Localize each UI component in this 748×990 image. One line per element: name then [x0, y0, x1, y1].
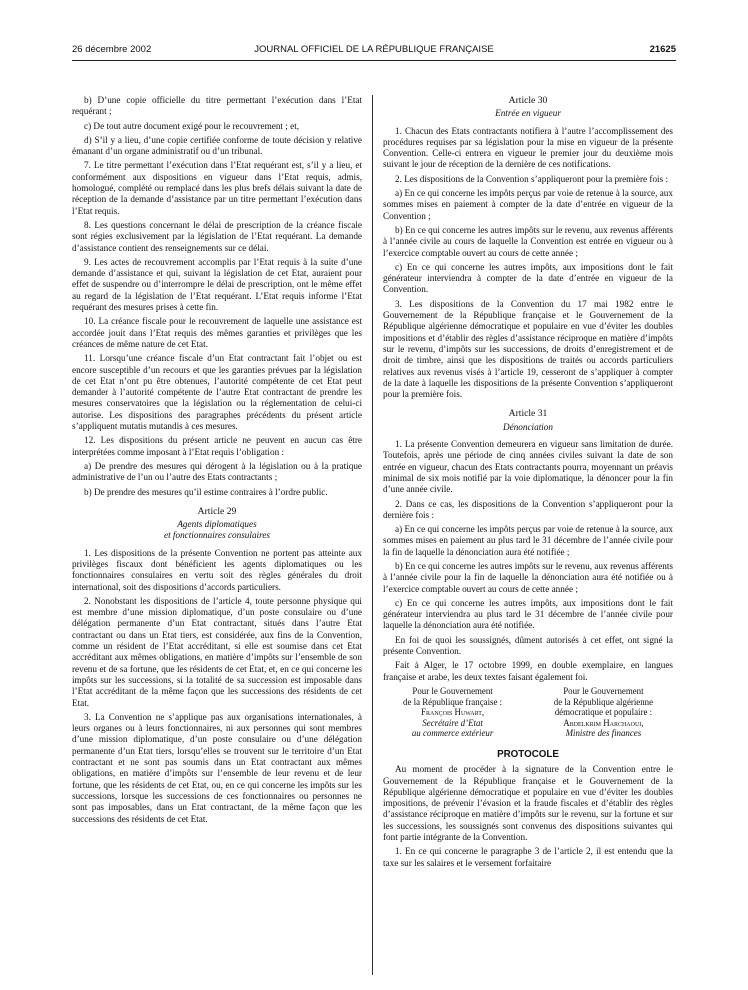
article-30-title: Article 30: [508, 95, 548, 106]
article-29-title: Article 29: [197, 505, 237, 517]
right-column: [383, 95, 673, 872]
paragraph: b) En ce qui concerne les autres impôts sur le revenu, aux revenus afférents à l’année civile au cours de laquelle la Convention est entrée en vigueur ou à l’exercice comptable ouvert au cours de cette année ;: [383, 224, 673, 258]
paragraph: Fait à Alger, le 17 octobre 1999, en double exemplaire, en langues française et arabe, les deux textes faisant également foi.: [383, 660, 673, 682]
signature-algeria: [534, 686, 673, 739]
paragraph: b) De prendre des mesures qu’il estime contraires à l’ordre public.: [84, 486, 328, 497]
signature-line: Pour le Gouvernement: [563, 685, 644, 696]
paragraph: 11. Lorsqu’une créance fiscale d’un Etat contractant fait l’objet ou est encore susceptible d’un recours et que les garanties prévues par la législation de cet Etat n’ont pu être obtenues, l’autorité compétente de cet Etat peut demander à l’autorité compétente de l’autre Etat contractant de prendre les mesures conservatoires que la législation ou la réglementation de celui-ci autorise. Les dispositions des paragraphes précédents du présent article s’appliquent mutatis mutandis à ces mesures.: [72, 353, 362, 432]
signature-line: de la République française :: [403, 696, 503, 707]
signature-line: Pour le Gouvernement: [412, 685, 493, 696]
article-31-title: Article 31: [508, 408, 548, 420]
signatory-role: Secrétaire d’Etat: [422, 717, 483, 728]
article-31-subtitle: Dénonciation: [502, 421, 553, 432]
paragraph: a) De prendre des mesures qui dérogent à la législation ou à la pratique administrative de l’un ou l’autre des Etats contractants ;: [72, 460, 362, 483]
paragraph: 9. Les actes de recouvrement accomplis par l’Etat requis à la suite d’une demande d’assistance et qui, suivant la législation de cet Etat, auraient pour effet de suspendre ou d’interrompre le délai de prescription, ont le même effet au regard de la législation de l’Etat requérant. L’Etat requis informe l’Etat requérant des mesures prises à cette fin.: [72, 256, 362, 313]
left-column: [72, 95, 362, 828]
paragraph: 2. Dans ce cas, les dispositions de la Convention s’appliqueront pour la dernière fois :: [383, 498, 673, 520]
header-rule: [72, 60, 676, 61]
signatory-role: au commerce extérieur: [411, 728, 494, 739]
signature-line: de la République algérienne: [553, 696, 654, 707]
header-title: JOURNAL OFFICIEL DE LA RÉPUBLIQUE FRANÇAISE: [254, 44, 494, 55]
paragraph: a) En ce qui concerne les impôts perçus par voie de retenue à la source, aux sommes mises en paiement au plus tard le 31 décembre de l’année civile pour la fin de laquelle la dénonciation aura été notifiée ;: [383, 524, 673, 557]
paragraph: 3. Les dispositions de la Convention du 17 mai 1982 entre le Gouvernement de la République française et le Gouvernement de la République algérienne démocratique et populaire en vue d’éviter les doubles impositions et d’établir des règles d’assistance réciproque en matière d’impôts sur le revenu, d’impôts sur les successions, de droits d’enregistrement et de droit de timbre, ainsi que les dispositions de traités ou accords particuliers relatives aux revenus visés à l’article 19, cesseront de s’appliquer à compter de la date à laquelle les dispositions de la présente Convention s’appliqueront pour la première fois.: [383, 298, 673, 400]
paragraph: b) D’une copie officielle du titre permettant l’exécution dans l’Etat requérant ;: [72, 95, 362, 117]
signatory-name: Abdelkrim Harchaoui,: [563, 717, 644, 728]
paragraph: 8. Les questions concernant le délai de prescription de la créance fiscale sont régies exclusivement par la législation de l’Etat requérant. La demande d’assistance contient des renseignements sur ce délai.: [72, 219, 362, 253]
paragraph: a) En ce qui concerne les impôts perçus par voie de retenue à la source, aux sommes mises en paiement à compter de la date d’entrée en vigueur de la Convention ;: [383, 188, 673, 221]
signatory-name: François Huwart,: [421, 707, 485, 718]
paragraph: En foi de quoi les soussignés, dûment autorisés à cet effet, ont signé la présente Convention.: [383, 634, 673, 657]
article-29-subtitle: [72, 519, 362, 542]
signature-france: [383, 686, 522, 739]
paragraph: 2. Les dispositions de la Convention s’appliqueront pour la première fois :: [395, 173, 669, 184]
article-29-subtitle-line1: Agents diplomatiques: [177, 519, 257, 530]
signature-line: démocratique et populaire :: [554, 707, 653, 718]
paragraph: Au moment de procéder à la signature de la Convention entre le Gouvernement de la République française et le Gouvernement de la République algérienne démocratique et populaire en vue d’éviter les doubles impositions, de prévenir l’évasion et la fraude fiscales et d’établir des règles d’assistance réciproque en matière d’impôts sur le revenu, sur la fortune et sur les successions, les soussignés sont convenus des dispositions suivantes qui font partie intégrante de la Convention.: [383, 764, 673, 842]
paragraph: 1. En ce qui concerne le paragraphe 3 de l’article 2, il est entendu que la taxe sur les salaires et le versement forfaitaire: [383, 846, 673, 868]
paragraph: b) En ce qui concerne les autres impôts sur le revenu, aux revenus afférents à l’année civile pour la fin de laquelle la dénonciation aura été notifiée ou à l’exercice comptable ouvert au cours de cette année ;: [383, 560, 673, 594]
header-page-number: 21625: [649, 44, 676, 55]
paragraph: c) De tout autre document exigé pour le recouvrement ; et,: [84, 120, 300, 131]
paragraph: 12. Les dispositions du présent article ne peuvent en aucun cas être interprétées comme imposant à l’Etat requis l’obligation :: [72, 435, 362, 457]
article-30-subtitle: Entrée en vigueur: [495, 108, 561, 119]
header-date: 26 décembre 2002: [72, 44, 152, 55]
paragraph: 2. Nonobstant les dispositions de l’article 4, toute personne physique qui est membre d’une mission diplomatique, d’un poste consulaire ou d’une délégation permanente d’un Etat contractant, situés dans l’autre Etat contractant ou dans un Etat tiers, est considérée, aux fins de la Convention, comme un résident de l’Etat accréditant, si elle est soumise dans cet Etat accréditant aux mêmes obligations, en matière d’impôts sur l’ensemble de son revenu et de sa fortune, que les résidents de cet Etat, et, en ce qui concerne les impôts sur les successions, si la totalité de sa succession est imposable dans l’Etat accréditant de la même façon que les successions des résidents de cet Etat.: [72, 595, 362, 708]
paragraph: 7. Le titre permettant l’exécution dans l’Etat requérant est, s’il y a lieu, et conformément aux dispositions en vigueur dans l’Etat requis, admis, homologué, complété ou remplacé dans les plus brefs délais suivant la date de réception de la demande d’assistance par un titre permettant l’exécution dans l’Etat requis.: [72, 160, 362, 216]
column-divider: [372, 95, 373, 975]
paragraph: d) S’il y a lieu, d’une copie certifiée conforme de toute décision y relative émanant d’un organe administratif ou d’un tribunal.: [72, 134, 362, 157]
paragraph: c) En ce qui concerne les autres impôts, aux impositions dont le fait générateur interviendra à compter de la date d’entrée en vigueur de la Convention.: [383, 261, 673, 295]
paragraph: 1. Chacun des Etats contractants notifiera à l’autre l’accomplissement des procédures requises par sa législation pour la mise en vigueur de la présente Convention. Celle-ci entrera en vigueur le premier jour du deuxième mois suivant le jour de réception de la dernière de ces notifications.: [383, 125, 673, 170]
protocole-title: PROTOCOLE: [497, 748, 559, 760]
paragraph: 1. Les dispositions de la présente Convention ne portent pas atteinte aux privilèges fiscaux dont bénéficient les agents diplomatiques ou les fonctionnaires consulaires en vertu soit des règles générales du droit international, soit des dispositions d’accords particuliers.: [72, 547, 362, 592]
paragraph: c) En ce qui concerne les autres impôts, aux impositions dont le fait générateur interviendra au plus tard le 31 décembre de l’année civile pour laquelle la dénonciation aura été notifiée.: [383, 597, 673, 631]
signatory-role: Ministre des finances: [565, 728, 642, 739]
article-29-subtitle-line2: et fonctionnaires consulaires: [164, 530, 270, 541]
paragraph: 3. La Convention ne s’applique pas aux organisations internationales, à leurs organes ou à leurs fonctionnaires, ni aux personnes qui sont membres d’une mission diplomatique, d’un poste consulaire ou d’une délégation permanente d’un Etat tiers, lorsqu’elles se trouvent sur le territoire d’un Etat contractant et ne sont pas soumis dans un Etat contractant aux mêmes obligations, en matière d’impôts sur l’ensemble de leur revenu et de leur fortune, que les résidents de cet Etat, ou, en ce qui concerne les impôts sur les successions, lorsque les successions de ces fonctionnaires ou personnes ne sont pas imposables, dans un Etat contractant, de la même façon que les successions des résidents de cet Etat.: [72, 711, 362, 824]
page-header: [72, 44, 676, 58]
paragraph: 1. La présente Convention demeurera en vigueur sans limitation de durée. Toutefois, après une période de cinq années civiles suivant la date de son entrée en vigueur, chacun des Etats contractants pourra, moyennant un préavis minimal de six mois notifié par la voie diplomatique, la dénoncer pour la fin d’une année civile.: [383, 439, 673, 495]
signature-block: [383, 686, 673, 739]
paragraph: 10. La créance fiscale pour le recouvrement de laquelle une assistance est accordée jouit dans l’Etat requis des mêmes garanties et privilèges que les créances de même nature de cet Etat.: [72, 316, 362, 349]
